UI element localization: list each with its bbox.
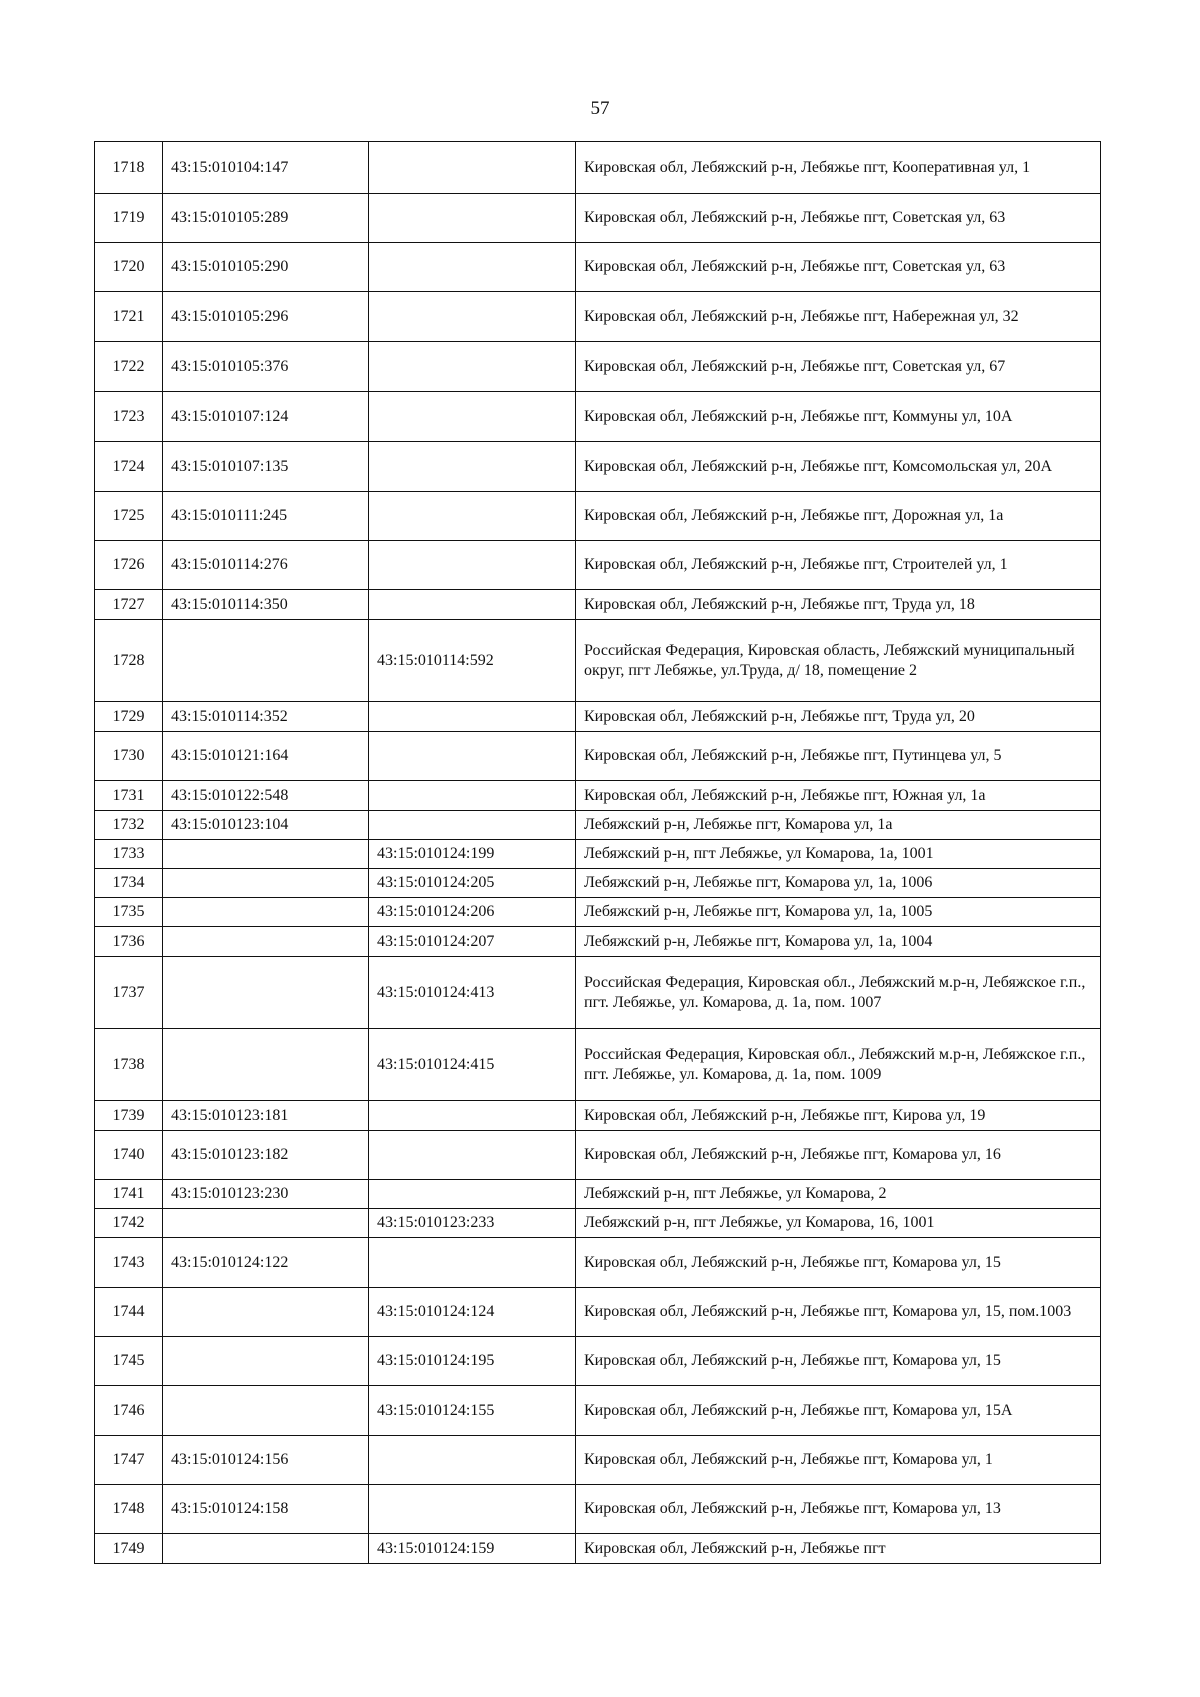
premises-cadastral-number-cell: 43:15:010124:205 xyxy=(369,869,576,898)
address-cell: Кировская обл, Лебяжский р-н, Лебяжье пгт, Комарова ул, 15 xyxy=(576,1238,1101,1288)
cadastral-number-cell xyxy=(163,1337,369,1386)
cadastral-number-cell: 43:15:010114:276 xyxy=(163,541,369,590)
table-row xyxy=(95,392,1101,442)
premises-cadastral-number-cell xyxy=(369,732,576,781)
address-cell: Лебяжский р-н, пгт Лебяжье, ул Комарова, 16, 1001 xyxy=(576,1209,1101,1238)
table-row xyxy=(95,732,1101,781)
page-number: 57 xyxy=(590,98,610,119)
address-cell: Кировская обл, Лебяжский р-н, Лебяжье пгт, Комарова ул, 15 xyxy=(576,1337,1101,1386)
row-number-cell: 1736 xyxy=(95,927,163,957)
premises-cadastral-number-cell: 43:15:010124:195 xyxy=(369,1337,576,1386)
cadastral-number-cell: 43:15:010123:182 xyxy=(163,1131,369,1180)
table-row xyxy=(95,342,1101,392)
row-number-cell: 1728 xyxy=(95,620,163,702)
table-row xyxy=(95,142,1101,194)
address-cell: Кировская обл, Лебяжский р-н, Лебяжье пгт, Советская ул, 63 xyxy=(576,243,1101,292)
premises-cadastral-number-cell xyxy=(369,243,576,292)
address-cell: Кировская обл, Лебяжский р-н, Лебяжье пгт, Комарова ул, 1 xyxy=(576,1436,1101,1485)
address-cell: Лебяжский р-н, Лебяжье пгт, Комарова ул, 1а xyxy=(576,811,1101,840)
cadastral-number-cell xyxy=(163,927,369,957)
table-row xyxy=(95,492,1101,541)
premises-cadastral-number-cell xyxy=(369,1238,576,1288)
premises-cadastral-number-cell: 43:15:010124:199 xyxy=(369,840,576,869)
cadastral-number-cell: 43:15:010123:104 xyxy=(163,811,369,840)
row-number-cell: 1730 xyxy=(95,732,163,781)
table-row xyxy=(95,957,1101,1029)
row-number-cell: 1746 xyxy=(95,1386,163,1436)
address-cell: Лебяжский р-н, Лебяжье пгт, Комарова ул, 1а, 1006 xyxy=(576,869,1101,898)
row-number-cell: 1733 xyxy=(95,840,163,869)
address-cell: Кировская обл, Лебяжский р-н, Лебяжье пгт, Дорожная ул, 1а xyxy=(576,492,1101,541)
row-number-cell: 1723 xyxy=(95,392,163,442)
table-row xyxy=(95,1337,1101,1386)
premises-cadastral-number-cell xyxy=(369,811,576,840)
row-number-cell: 1727 xyxy=(95,590,163,620)
address-cell: Кировская обл, Лебяжский р-н, Лебяжье пгт, Комарова ул, 15, пом.1003 xyxy=(576,1288,1101,1337)
row-number-cell: 1726 xyxy=(95,541,163,590)
table-row xyxy=(95,541,1101,590)
table-row xyxy=(95,1101,1101,1131)
row-number-cell: 1734 xyxy=(95,869,163,898)
table-row xyxy=(95,1209,1101,1238)
address-cell: Кировская обл, Лебяжский р-н, Лебяжье пгт, Труда ул, 20 xyxy=(576,702,1101,732)
table-row xyxy=(95,194,1101,243)
premises-cadastral-number-cell: 43:15:010114:592 xyxy=(369,620,576,702)
address-cell: Кировская обл, Лебяжский р-н, Лебяжье пгт, Комарова ул, 13 xyxy=(576,1485,1101,1534)
cadastral-number-cell xyxy=(163,1534,369,1564)
premises-cadastral-number-cell xyxy=(369,392,576,442)
row-number-cell: 1735 xyxy=(95,898,163,927)
cadastral-number-cell xyxy=(163,957,369,1029)
address-cell: Кировская обл, Лебяжский р-н, Лебяжье пгт, Строителей ул, 1 xyxy=(576,541,1101,590)
address-cell: Кировская обл, Лебяжский р-н, Лебяжье пгт, Советская ул, 63 xyxy=(576,194,1101,243)
cadastral-number-cell xyxy=(163,1288,369,1337)
table-row xyxy=(95,1180,1101,1209)
premises-cadastral-number-cell: 43:15:010124:415 xyxy=(369,1029,576,1101)
cadastral-number-cell xyxy=(163,898,369,927)
row-number-cell: 1739 xyxy=(95,1101,163,1131)
address-cell: Кировская обл, Лебяжский р-н, Лебяжье пгт, Комсомольская ул, 20А xyxy=(576,442,1101,492)
address-cell: Лебяжский р-н, пгт Лебяжье, ул Комарова, 2 xyxy=(576,1180,1101,1209)
premises-cadastral-number-cell xyxy=(369,1485,576,1534)
table-row xyxy=(95,1485,1101,1534)
row-number-cell: 1719 xyxy=(95,194,163,243)
premises-cadastral-number-cell xyxy=(369,194,576,243)
premises-cadastral-number-cell xyxy=(369,442,576,492)
cadastral-number-cell: 43:15:010104:147 xyxy=(163,142,369,194)
table-row xyxy=(95,927,1101,957)
registry-table-body xyxy=(95,142,1101,1564)
table-row xyxy=(95,702,1101,732)
table-row xyxy=(95,243,1101,292)
cadastral-number-cell: 43:15:010107:124 xyxy=(163,392,369,442)
table-row xyxy=(95,1288,1101,1337)
table-row xyxy=(95,1386,1101,1436)
table-row xyxy=(95,292,1101,342)
cadastral-number-cell: 43:15:010105:296 xyxy=(163,292,369,342)
row-number-cell: 1732 xyxy=(95,811,163,840)
premises-cadastral-number-cell: 43:15:010124:155 xyxy=(369,1386,576,1436)
premises-cadastral-number-cell: 43:15:010124:124 xyxy=(369,1288,576,1337)
row-number-cell: 1721 xyxy=(95,292,163,342)
premises-cadastral-number-cell: 43:15:010124:206 xyxy=(369,898,576,927)
cadastral-number-cell: 43:15:010114:350 xyxy=(163,590,369,620)
premises-cadastral-number-cell xyxy=(369,1180,576,1209)
row-number-cell: 1729 xyxy=(95,702,163,732)
cadastral-number-cell: 43:15:010124:156 xyxy=(163,1436,369,1485)
premises-cadastral-number-cell xyxy=(369,292,576,342)
table-row xyxy=(95,1534,1101,1564)
premises-cadastral-number-cell xyxy=(369,342,576,392)
premises-cadastral-number-cell: 43:15:010124:413 xyxy=(369,957,576,1029)
table-row xyxy=(95,840,1101,869)
address-cell: Кировская обл, Лебяжский р-н, Лебяжье пгт, Набережная ул, 32 xyxy=(576,292,1101,342)
address-cell: Лебяжский р-н, пгт Лебяжье, ул Комарова, 1а, 1001 xyxy=(576,840,1101,869)
premises-cadastral-number-cell xyxy=(369,590,576,620)
row-number-cell: 1740 xyxy=(95,1131,163,1180)
cadastral-number-cell: 43:15:010107:135 xyxy=(163,442,369,492)
address-cell: Российская Федерация, Кировская область, Лебяжский муниципальный округ, пгт Лебяжье, ул.Труда, д/ 18, помещение 2 xyxy=(576,620,1101,702)
premises-cadastral-number-cell xyxy=(369,492,576,541)
registry-table xyxy=(94,141,1101,1564)
address-cell: Лебяжский р-н, Лебяжье пгт, Комарова ул, 1а, 1004 xyxy=(576,927,1101,957)
cadastral-number-cell: 43:15:010124:158 xyxy=(163,1485,369,1534)
row-number-cell: 1724 xyxy=(95,442,163,492)
row-number-cell: 1743 xyxy=(95,1238,163,1288)
row-number-cell: 1725 xyxy=(95,492,163,541)
row-number-cell: 1722 xyxy=(95,342,163,392)
table-row xyxy=(95,811,1101,840)
address-cell: Кировская обл, Лебяжский р-н, Лебяжье пгт, Кирова ул, 19 xyxy=(576,1101,1101,1131)
cadastral-number-cell: 43:15:010123:181 xyxy=(163,1101,369,1131)
premises-cadastral-number-cell xyxy=(369,1101,576,1131)
cadastral-number-cell: 43:15:010124:122 xyxy=(163,1238,369,1288)
cadastral-number-cell: 43:15:010123:230 xyxy=(163,1180,369,1209)
cadastral-number-cell xyxy=(163,840,369,869)
premises-cadastral-number-cell xyxy=(369,142,576,194)
address-cell: Кировская обл, Лебяжский р-н, Лебяжье пгт, Комарова ул, 16 xyxy=(576,1131,1101,1180)
cadastral-number-cell: 43:15:010105:289 xyxy=(163,194,369,243)
premises-cadastral-number-cell: 43:15:010124:207 xyxy=(369,927,576,957)
premises-cadastral-number-cell xyxy=(369,781,576,811)
table-row xyxy=(95,1131,1101,1180)
row-number-cell: 1731 xyxy=(95,781,163,811)
address-cell: Кировская обл, Лебяжский р-н, Лебяжье пгт, Кооперативная ул, 1 xyxy=(576,142,1101,194)
address-cell: Лебяжский р-н, Лебяжье пгт, Комарова ул, 1а, 1005 xyxy=(576,898,1101,927)
address-cell: Российская Федерация, Кировская обл., Лебяжский м.р-н, Лебяжское г.п., пгт. Лебяжье, ул. Комарова, д. 1а, пом. 1007 xyxy=(576,957,1101,1029)
premises-cadastral-number-cell xyxy=(369,702,576,732)
address-cell: Кировская обл, Лебяжский р-н, Лебяжье пгт xyxy=(576,1534,1101,1564)
cadastral-number-cell xyxy=(163,1029,369,1101)
cadastral-number-cell xyxy=(163,620,369,702)
premises-cadastral-number-cell xyxy=(369,1131,576,1180)
cadastral-number-cell xyxy=(163,869,369,898)
table-row xyxy=(95,781,1101,811)
address-cell: Кировская обл, Лебяжский р-н, Лебяжье пгт, Комарова ул, 15А xyxy=(576,1386,1101,1436)
row-number-cell: 1718 xyxy=(95,142,163,194)
table-row xyxy=(95,898,1101,927)
address-cell: Кировская обл, Лебяжский р-н, Лебяжье пгт, Путинцева ул, 5 xyxy=(576,732,1101,781)
cadastral-number-cell: 43:15:010105:290 xyxy=(163,243,369,292)
premises-cadastral-number-cell: 43:15:010124:159 xyxy=(369,1534,576,1564)
row-number-cell: 1738 xyxy=(95,1029,163,1101)
address-cell: Кировская обл, Лебяжский р-н, Лебяжье пгт, Советская ул, 67 xyxy=(576,342,1101,392)
table-row xyxy=(95,869,1101,898)
table-row xyxy=(95,1436,1101,1485)
address-cell: Кировская обл, Лебяжский р-н, Лебяжье пгт, Коммуны ул, 10А xyxy=(576,392,1101,442)
row-number-cell: 1741 xyxy=(95,1180,163,1209)
cadastral-number-cell xyxy=(163,1209,369,1238)
row-number-cell: 1747 xyxy=(95,1436,163,1485)
table-row xyxy=(95,1238,1101,1288)
row-number-cell: 1749 xyxy=(95,1534,163,1564)
cadastral-number-cell: 43:15:010122:548 xyxy=(163,781,369,811)
address-cell: Российская Федерация, Кировская обл., Лебяжский м.р-н, Лебяжское г.п., пгт. Лебяжье, ул. Комарова, д. 1а, пом. 1009 xyxy=(576,1029,1101,1101)
row-number-cell: 1744 xyxy=(95,1288,163,1337)
row-number-cell: 1720 xyxy=(95,243,163,292)
cadastral-number-cell: 43:15:010111:245 xyxy=(163,492,369,541)
table-row xyxy=(95,442,1101,492)
address-cell: Кировская обл, Лебяжский р-н, Лебяжье пгт, Южная ул, 1а xyxy=(576,781,1101,811)
row-number-cell: 1742 xyxy=(95,1209,163,1238)
cadastral-number-cell: 43:15:010114:352 xyxy=(163,702,369,732)
cadastral-number-cell xyxy=(163,1386,369,1436)
row-number-cell: 1745 xyxy=(95,1337,163,1386)
row-number-cell: 1737 xyxy=(95,957,163,1029)
address-cell: Кировская обл, Лебяжский р-н, Лебяжье пгт, Труда ул, 18 xyxy=(576,590,1101,620)
row-number-cell: 1748 xyxy=(95,1485,163,1534)
premises-cadastral-number-cell xyxy=(369,1436,576,1485)
table-row xyxy=(95,590,1101,620)
cadastral-number-cell: 43:15:010121:164 xyxy=(163,732,369,781)
table-row xyxy=(95,620,1101,702)
cadastral-number-cell: 43:15:010105:376 xyxy=(163,342,369,392)
premises-cadastral-number-cell xyxy=(369,541,576,590)
premises-cadastral-number-cell: 43:15:010123:233 xyxy=(369,1209,576,1238)
table-row xyxy=(95,1029,1101,1101)
